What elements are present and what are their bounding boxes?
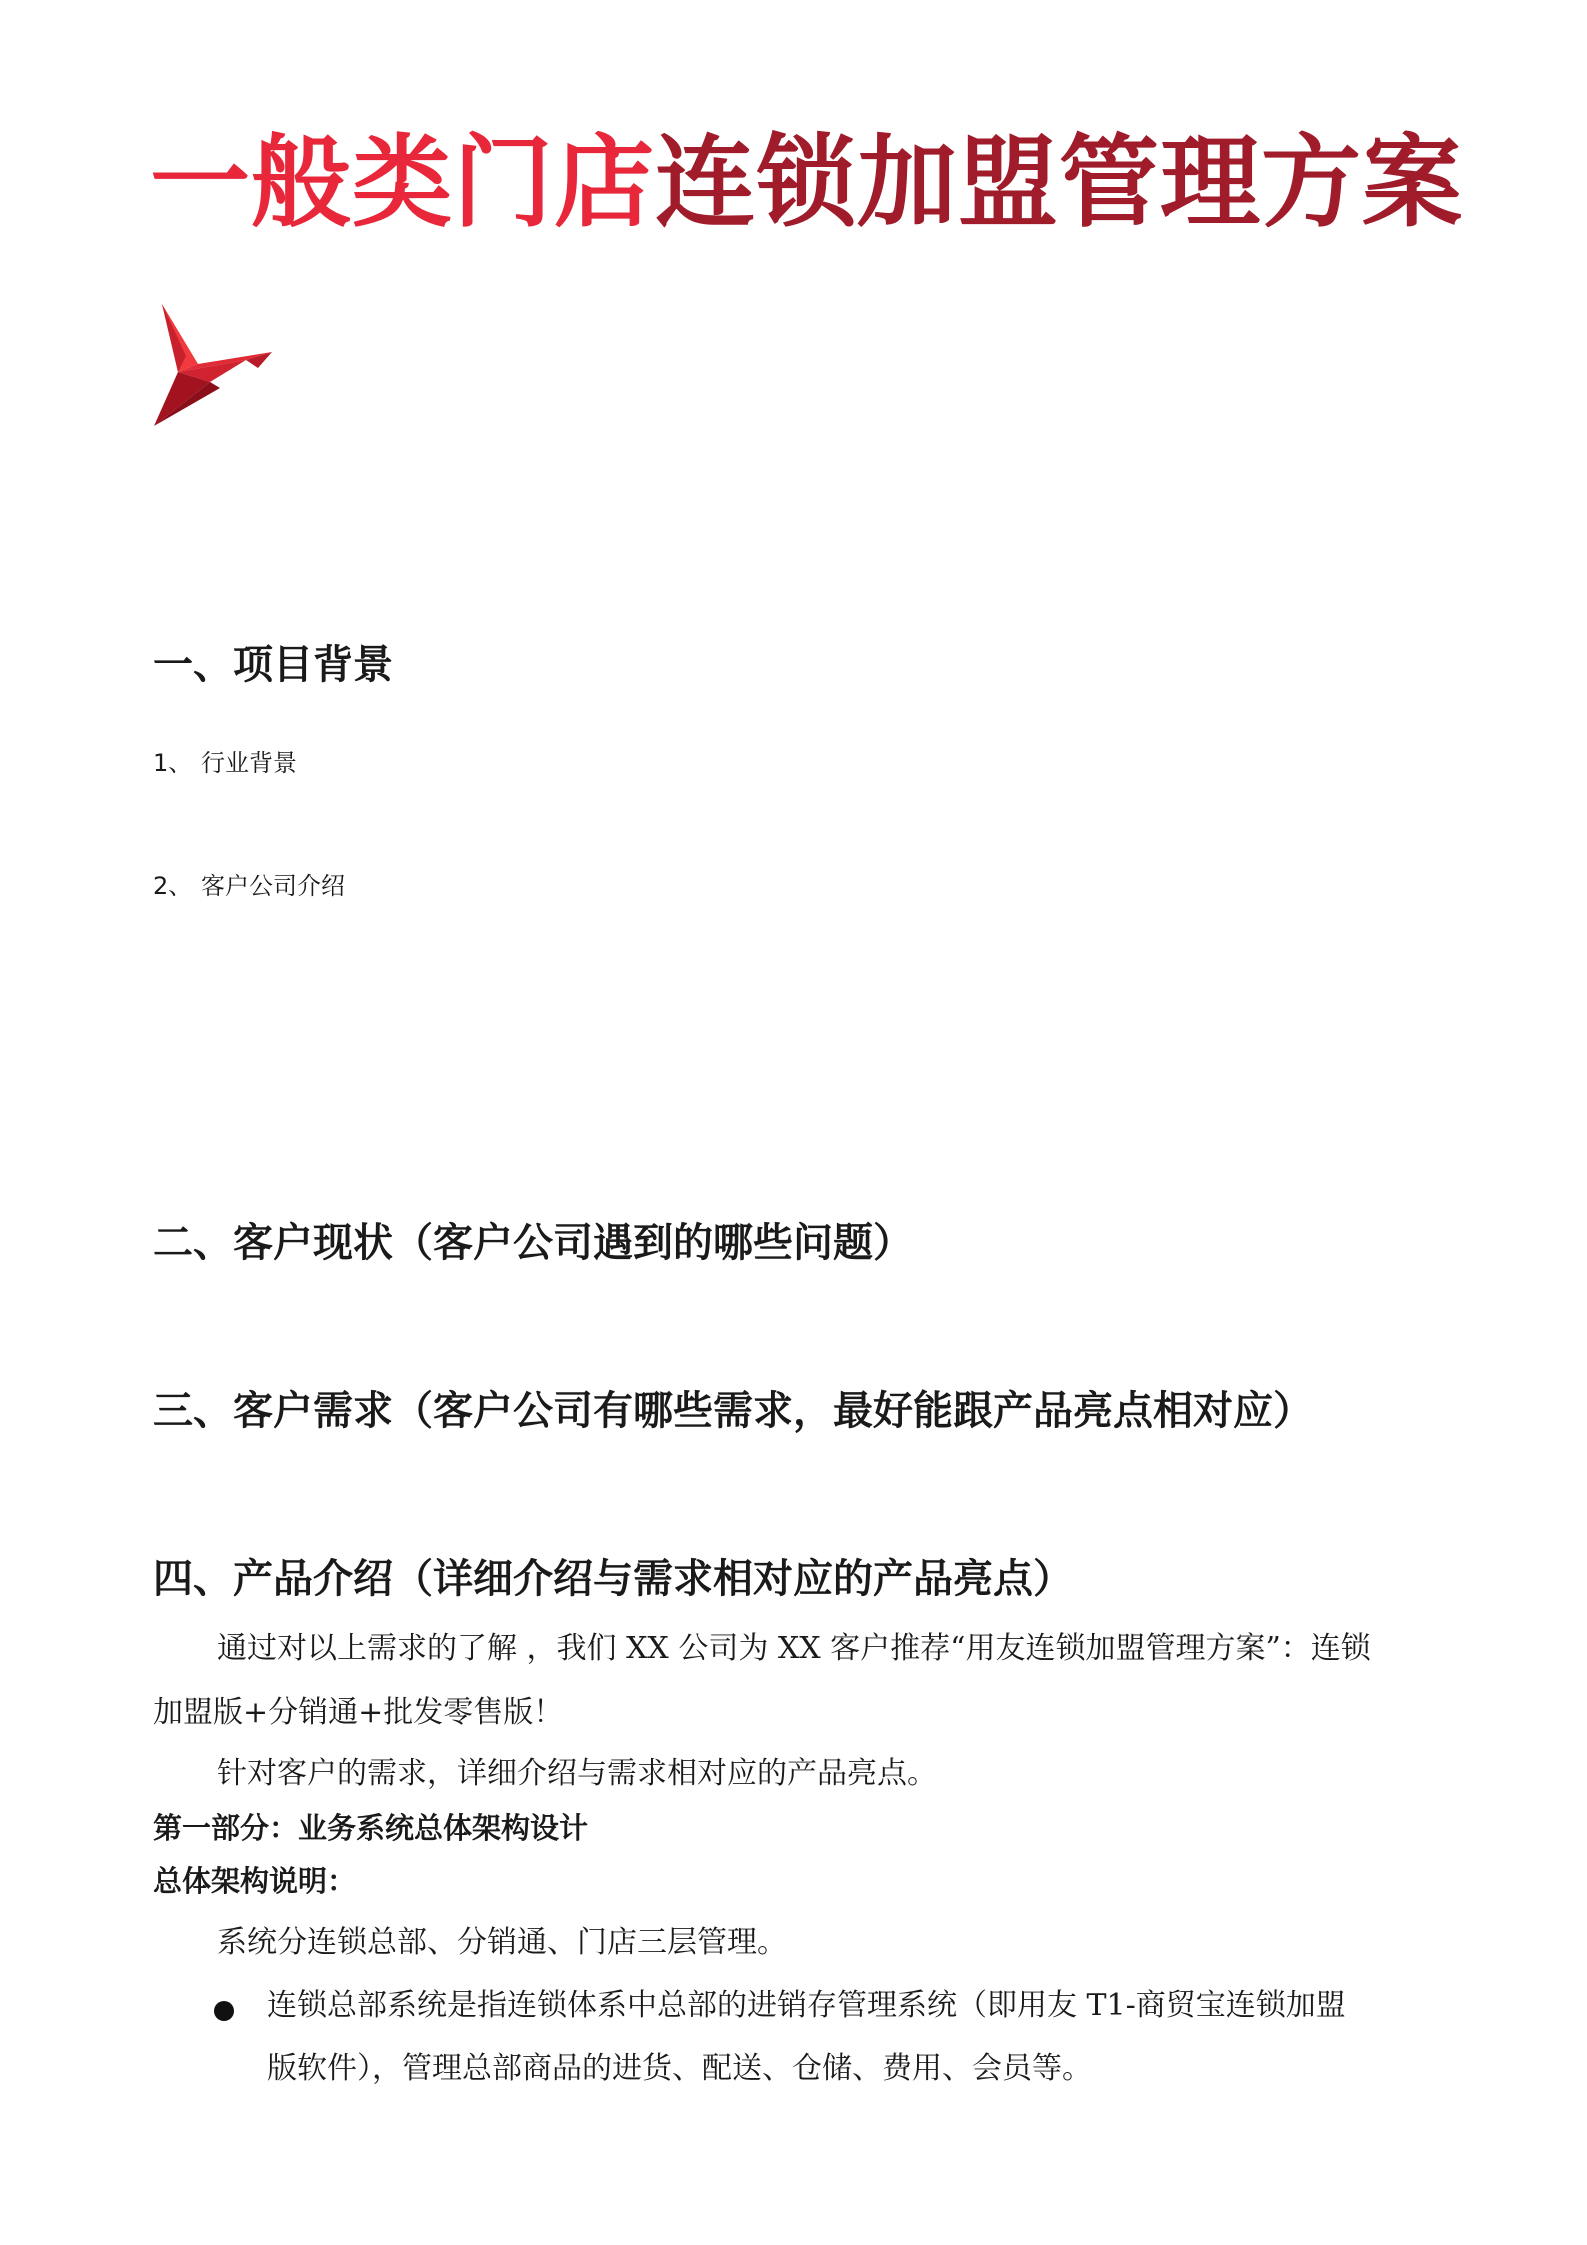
architecture-paragraph: 系统分连锁总部、分销通、门店三层管理。	[217, 1925, 787, 1960]
document-title	[150, 118, 1463, 248]
part-title: 第一部分：业务系统总体架构设计	[153, 1811, 589, 1845]
section-heading-2: 二、客户现状（客户公司遇到的哪些问题）	[153, 1220, 913, 1266]
bullet-icon	[214, 2001, 234, 2021]
bullet-line-2: 版软件），管理总部商品的进货、配送、仓储、费用、会员等。	[267, 2051, 1092, 2086]
list-item	[153, 746, 297, 780]
list-item-number: 1、	[153, 749, 193, 777]
red-origami-bird-logo-icon	[150, 300, 280, 430]
bullet-line-1: 连锁总部系统是指连锁体系中总部的进销存管理系统（即用友 T1-商贸宝连锁加盟	[267, 1988, 1346, 2023]
list-item-label: 客户公司介绍	[201, 872, 345, 900]
section-heading-3: 三、客户需求（客户公司有哪些需求，最好能跟产品亮点相对应）	[153, 1388, 1313, 1434]
architecture-title: 总体架构说明：	[153, 1864, 357, 1898]
list-item-number: 2、	[153, 872, 193, 900]
list-item-label: 行业背景	[201, 749, 297, 777]
intro-paragraph-line-1: 通过对以上需求的了解 ，我们 XX 公司为 XX 客户推荐“用友连锁加盟管理方案”：连锁	[217, 1631, 1371, 1666]
title-part-1: 一般类门店	[150, 124, 655, 241]
highlight-paragraph: 针对客户的需求，详细介绍与需求相对应的产品亮点。	[217, 1756, 937, 1791]
intro-paragraph-line-2: 加盟版+分销通+批发零售版！	[153, 1695, 564, 1730]
section-heading-4: 四、产品介绍（详细介绍与需求相对应的产品亮点）	[153, 1556, 1073, 1602]
title-part-2: 连锁加盟管理方案	[655, 124, 1463, 241]
section-heading-1: 一、项目背景	[153, 642, 393, 688]
list-item	[153, 869, 345, 903]
